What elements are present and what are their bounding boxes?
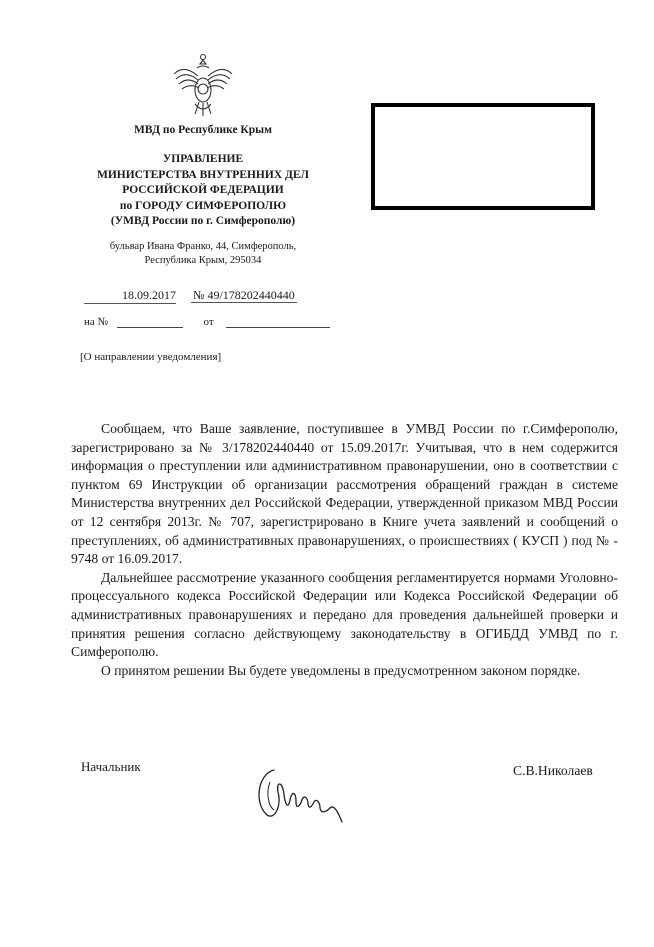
from-label: от [203,316,214,328]
address-line: Республика Крым, 295034 [144,255,262,266]
reference-number [191,288,297,303]
to-number-blank [117,317,183,328]
org-short-name: МВД по Республике Крым [134,124,272,136]
letter-body [71,420,618,680]
org-line: (УМВД России по г. Симферополю) [110,215,296,227]
redacted-recipient-box [371,103,595,210]
outgoing-reference [84,288,297,304]
signatory-name: С.В.Николаев [513,763,593,778]
address-line: бульвар Ивана Франко, 44, Симферополь, [109,241,297,252]
number-label: № [193,288,205,302]
body-paragraph: О принятом решении Вы будете уведомлены в предусмотренном законом порядке. [101,662,581,678]
org-line: по ГОРОДУ СИМФЕРОПОЛЮ [119,199,287,212]
org-address [83,240,323,268]
subject-line: [О направлении уведомления] [80,351,222,363]
to-number-label: на № [84,316,109,328]
signatory-title: Начальник [81,759,141,774]
org-full-name [63,152,343,230]
reference-date: 18.09.2017 [84,288,176,304]
mvd-emblem-icon [170,52,236,122]
org-line: УПРАВЛЕНИЕ [162,153,244,165]
number-value: 49/178202440440 [207,288,295,302]
from-date-blank [226,317,330,328]
incoming-reference [84,316,330,328]
handwritten-signature-image [252,762,348,830]
org-line: МИНИСТЕРСТВА ВНУТРЕННИХ ДЕЛ [96,168,310,181]
body-paragraph: Сообщаем, что Ваше заявление, поступившее в УМВД России по г.Симферополю, зарегистрировано за № 3/178202440440 от 15.09.2017г. Учитывая, что в нем содержится информация о преступлении или административном правонарушении, оно в соответствии с пунктом 69 Инструкции об организации рассмотрения обращений граждан в системе Министерства внутренних дел Российской Федерации, утвержденной приказом МВД России от 12 сентября 2013г. № 707, зарегистрировано в Книге учета заявлений и сообщений о преступлениях, об административных правонарушениях, о происшествиях ( КУСП ) под № - 9748 от 16.09.2017. [71,421,618,567]
body-paragraph: Дальнейшее рассмотрение указанного сообщения регламентируется нормами Уголовно-процессуального кодекса Российской Федерации или Кодекса Российской Федерации об административных правонарушениях и передано для проведения дальнейшей проверки и принятия решения согласно действующему законодательству в ОГИБДД УМВД по г. Симферополю. [71,569,618,660]
org-line: РОССИЙСКОЙ ФЕДЕРАЦИИ [122,184,284,196]
